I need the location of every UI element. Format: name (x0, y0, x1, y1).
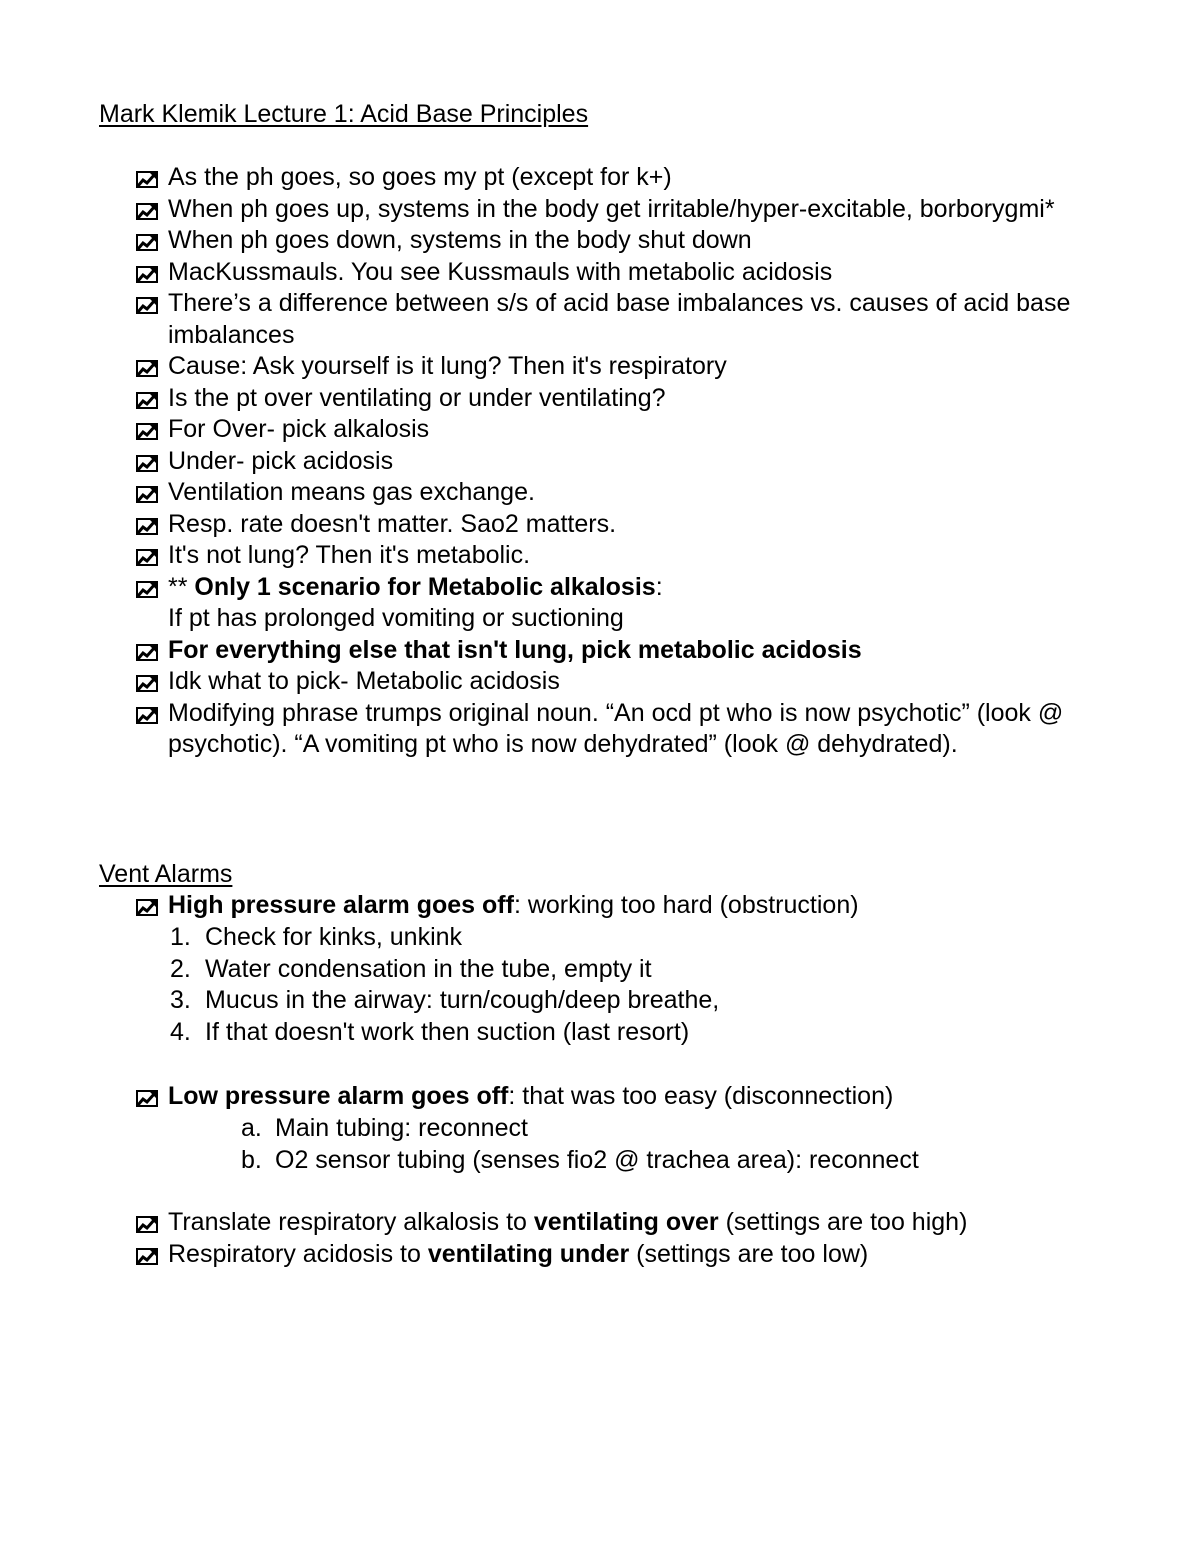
arrow-chart-icon (136, 707, 158, 724)
list-item (0, 351, 1108, 383)
list-item (0, 1081, 1108, 1113)
arrow-chart-icon (136, 675, 158, 692)
arrow-chart-icon (136, 644, 158, 661)
item-text: As the ph goes, so goes my pt (except for k+) (168, 163, 672, 191)
item-text: When ph goes up, systems in the body get irritable/hyper-excitable, borborygmi* (168, 194, 1055, 223)
step-marker: 2. (170, 954, 191, 983)
arrow-chart-icon (136, 203, 158, 220)
item-text: For Over- pick alkalosis (168, 415, 430, 443)
item-text: (settings are too low) (629, 1239, 869, 1268)
step-text: Mucus in the airway: turn/cough/deep breathe, (205, 986, 720, 1014)
step-text: O2 sensor tubing (senses fio2 @ trachea area): reconnect (275, 1145, 919, 1174)
high-pressure-label: High pressure alarm goes off (168, 891, 514, 919)
arrow-chart-icon (136, 1248, 158, 1265)
list-item (0, 572, 1108, 635)
item-text: Respiratory acidosis to (168, 1239, 428, 1268)
list-item (0, 666, 1108, 698)
high-pressure-text: : working too hard (obstruction) (513, 891, 859, 919)
step-item (0, 954, 719, 986)
step-item (0, 985, 719, 1017)
arrow-chart-icon (136, 360, 158, 377)
item-text: Is the pt over ventilating or under ventilating? (168, 383, 666, 412)
item-text: (settings are too high) (718, 1208, 968, 1236)
list-item (0, 383, 1108, 415)
arrow-chart-icon (136, 234, 158, 251)
arrow-chart-icon (136, 423, 158, 440)
step-item (0, 1017, 719, 1049)
arrow-chart-icon (136, 392, 158, 409)
list-item (0, 890, 1108, 922)
item-text: Modifying phrase trumps original noun. “An ocd pt who is now psychotic” (look @ psychotic). “A vomiting pt who is now dehydrated” (look @ dehydrated). (168, 698, 1064, 758)
list-item (0, 540, 1108, 572)
item-text: ** (168, 572, 195, 601)
arrow-chart-icon (136, 581, 158, 598)
arrow-chart-icon (136, 266, 158, 283)
step-text: Water condensation in the tube, empty it (205, 954, 652, 983)
arrow-chart-icon (136, 455, 158, 472)
low-pressure-label: Low pressure alarm goes off (168, 1082, 509, 1110)
arrow-chart-icon (136, 297, 158, 314)
low-pressure-steps (0, 1113, 919, 1176)
bold-text: For everything else that isn't lung, pick metabolic acidosis (168, 635, 862, 664)
item-text: Under- pick acidosis (168, 446, 394, 475)
step-marker: 1. (170, 923, 191, 951)
step-marker: 4. (170, 1017, 191, 1046)
high-pressure-list (0, 890, 1200, 922)
arrow-chart-icon (136, 1216, 158, 1233)
arrow-chart-icon (136, 549, 158, 566)
arrow-chart-icon (136, 1090, 158, 1107)
bold-text: Only 1 scenario for Metabolic alkalosis (194, 572, 656, 601)
item-text: Cause: Ask yourself is it lung? Then it's respiratory (168, 352, 727, 380)
list-item (0, 225, 1108, 257)
step-marker: 3. (170, 986, 191, 1014)
step-item (0, 1113, 919, 1145)
item-text: MacKussmauls. You see Kussmauls with metabolic acidosis (168, 257, 833, 286)
arrow-chart-icon (136, 171, 158, 188)
page-title: Mark Klemik Lecture 1: Acid Base Principles (99, 100, 589, 128)
bold-text: ventilating under (427, 1239, 630, 1268)
step-marker: a. (241, 1114, 262, 1142)
list-item (0, 414, 1108, 446)
low-pressure-list (0, 1081, 1200, 1113)
list-item (0, 477, 1108, 509)
step-item (0, 922, 719, 954)
item-text: : (655, 572, 663, 601)
list-item (0, 257, 1108, 289)
list-item (0, 288, 1108, 351)
list-item (0, 446, 1108, 478)
translation-list (0, 1207, 1200, 1270)
list-item (0, 194, 1108, 226)
high-pressure-steps (0, 922, 719, 1048)
step-item (0, 1145, 919, 1177)
list-item (0, 1207, 1108, 1239)
vent-alarms-heading: Vent Alarms (99, 860, 233, 888)
bold-text: ventilating over (533, 1208, 719, 1236)
step-text: Check for kinks, unkink (205, 923, 463, 951)
arrow-chart-icon (136, 899, 158, 916)
item-text: Ventilation means gas exchange. (168, 478, 535, 506)
step-text: Main tubing: reconnect (275, 1114, 528, 1142)
low-pressure-text: : that was too easy (disconnection) (508, 1082, 894, 1110)
list-item (0, 698, 1108, 761)
item-text: When ph goes down, systems in the body shut down (168, 226, 752, 254)
item-text: If pt has prolonged vomiting or suctioning (168, 604, 624, 632)
step-text: If that doesn't work then suction (last resort) (205, 1017, 690, 1046)
list-item (0, 509, 1108, 541)
list-item (0, 1239, 1108, 1271)
acid-base-list (0, 162, 1200, 761)
item-text: It's not lung? Then it's metabolic. (168, 541, 531, 569)
step-marker: b. (241, 1145, 262, 1174)
arrow-chart-icon (136, 518, 158, 535)
item-text: There’s a difference between s/s of acid base imbalances vs. causes of acid base imbalances (168, 289, 1071, 349)
list-item (0, 162, 1108, 194)
item-text: Idk what to pick- Metabolic acidosis (168, 667, 560, 695)
arrow-chart-icon (136, 486, 158, 503)
item-text: Resp. rate doesn't matter. Sao2 matters. (168, 509, 617, 538)
list-item (0, 635, 1108, 667)
item-text: Translate respiratory alkalosis to (168, 1208, 534, 1236)
